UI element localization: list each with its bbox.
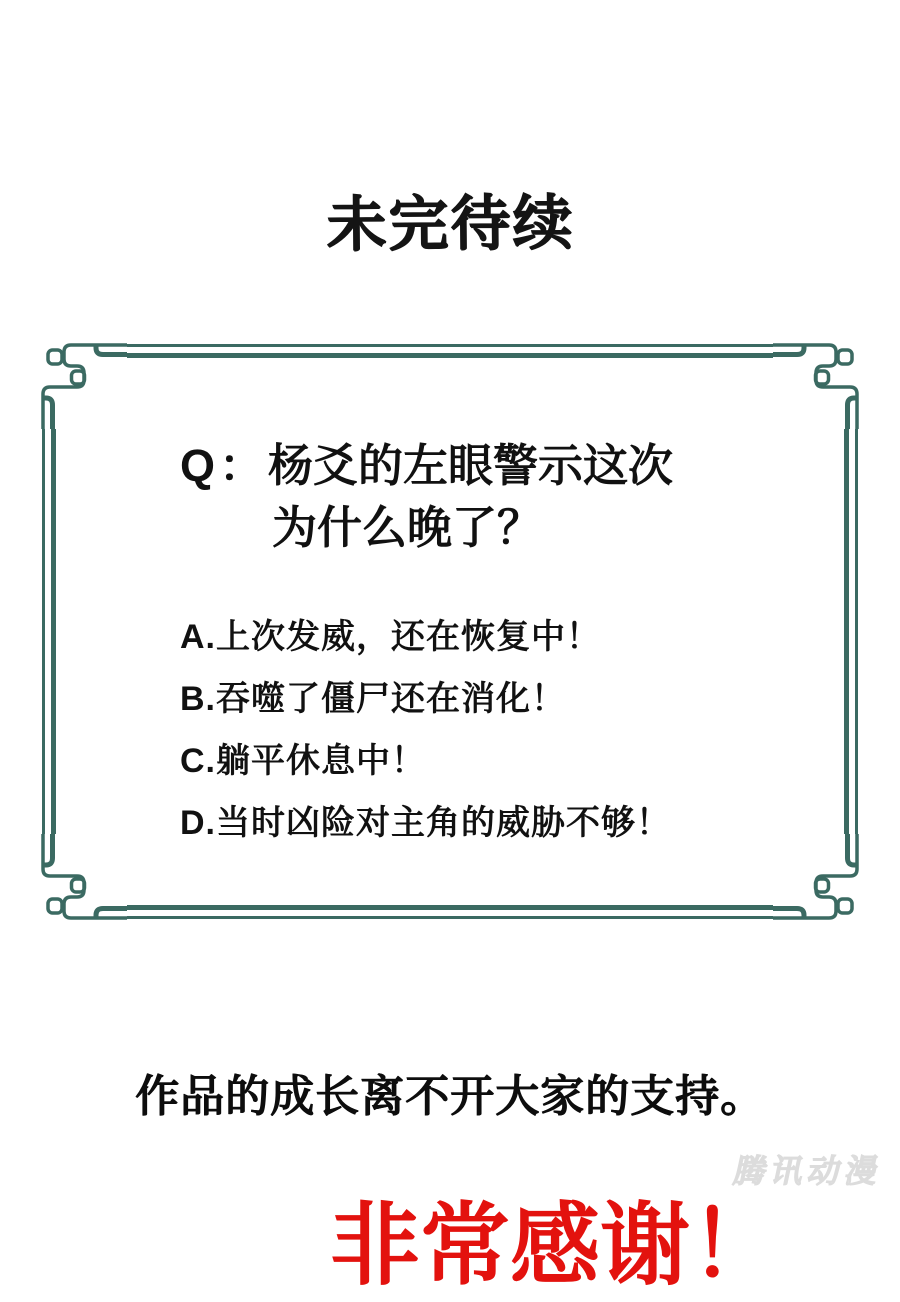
support-message: 作品的成长离不开大家的支持。 <box>135 1072 765 1121</box>
quiz-frame <box>42 344 858 919</box>
quiz-option-b: B.吞噬了僵尸还在消化！ <box>180 680 566 718</box>
question-label: Q： <box>180 440 269 491</box>
corner-ornament-icon <box>41 343 127 429</box>
tencent-comics-watermark: 腾讯动漫 <box>730 1153 887 1189</box>
cta-red-text-clipped: 非常感谢！ <box>330 1197 780 1296</box>
quiz-option-c: C.躺平休息中！ <box>180 742 426 780</box>
question-line-2: 为什么晚了？ <box>272 502 543 553</box>
question-line-1: 杨爻的左眼警示这次 <box>268 440 674 491</box>
quiz-options <box>180 606 671 854</box>
quiz-option-a: A.上次发威，还在恢复中！ <box>180 618 601 656</box>
corner-ornament-icon <box>41 834 127 920</box>
quiz-question <box>180 436 818 558</box>
corner-ornament-icon <box>773 343 859 429</box>
corner-ornament-icon <box>773 834 859 920</box>
quiz-option-d: D.当时凶险对主角的威胁不够！ <box>180 804 671 842</box>
to-be-continued-title: 未完待续 <box>325 187 575 261</box>
